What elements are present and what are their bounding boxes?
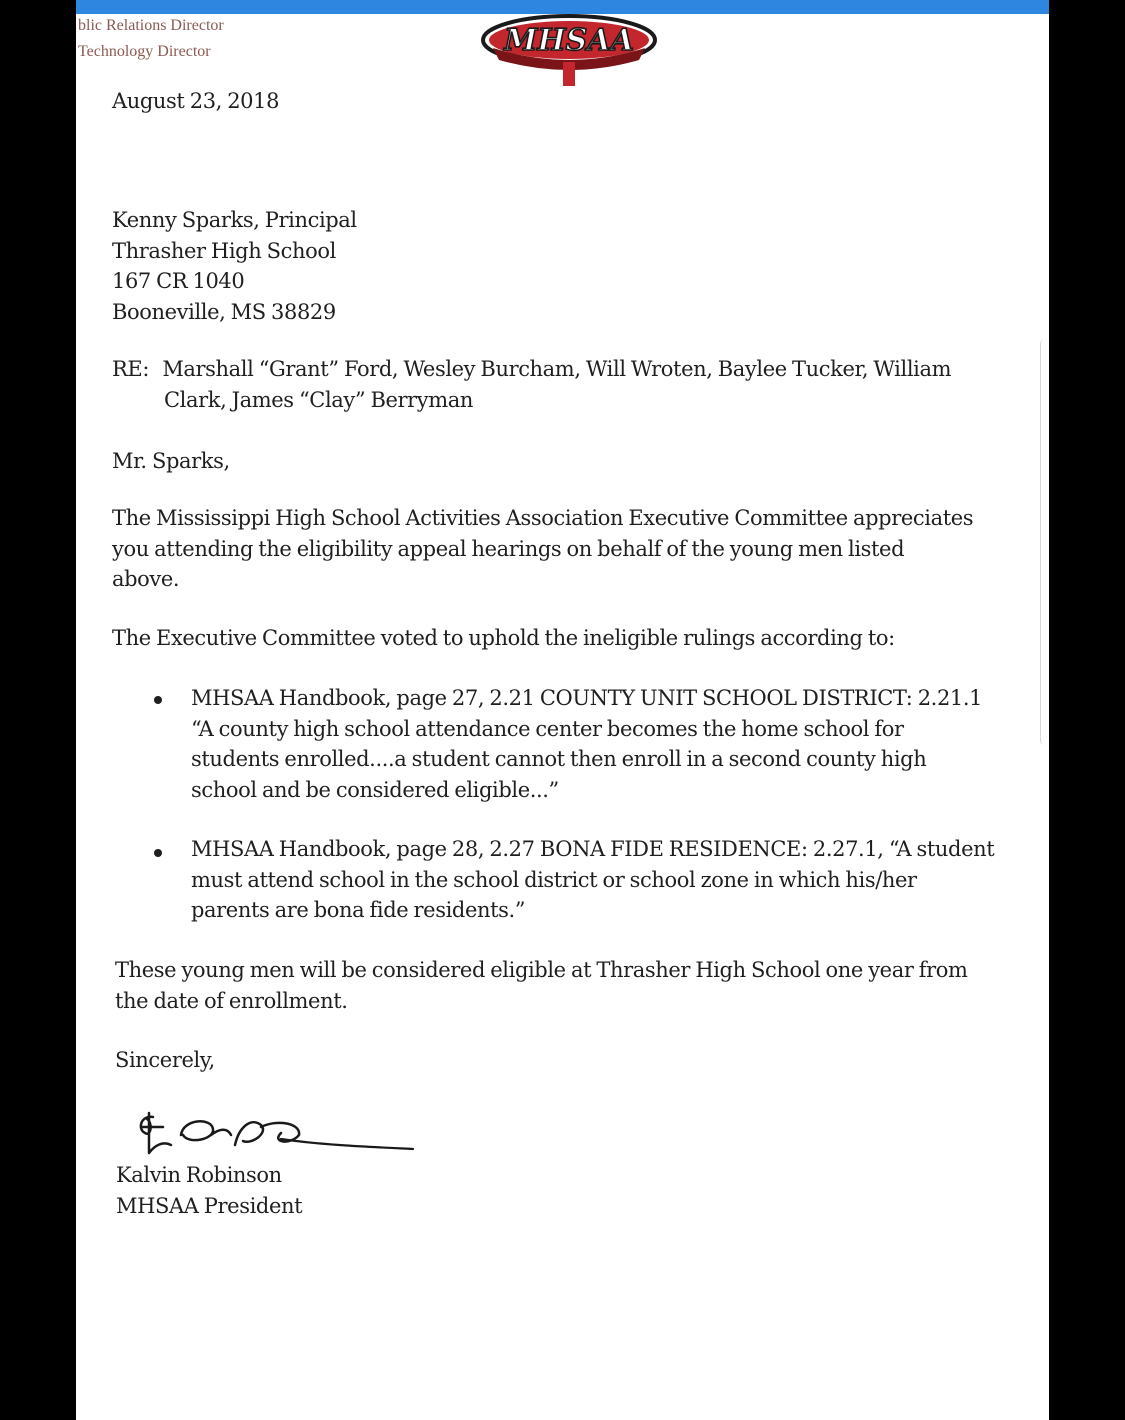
salutation: Mr. Sparks, <box>112 449 230 473</box>
paragraph-3-line: the date of enrollment. <box>115 988 348 1013</box>
paragraph-1-line: above. <box>112 567 180 591</box>
bullet-2-line: must attend school in the school district or school zone in which his/her <box>191 867 917 892</box>
recipient-address <box>112 205 357 327</box>
paragraph-2: The Executive Committee voted to uphold the ineligible rulings according to: <box>112 626 895 650</box>
bullet-2-line: MHSAA Handbook, page 28, 2.27 BONA FIDE RESIDENCE: 2.27.1, “A student <box>191 837 995 861</box>
scroll-edge-indicator[interactable] <box>1040 340 1049 745</box>
recipient-city: Booneville, MS 38829 <box>112 299 336 324</box>
recipient-street: 167 CR 1040 <box>112 269 245 293</box>
bullet-dot <box>154 696 162 704</box>
paragraph-3 <box>115 955 968 1016</box>
bullet-1-line: MHSAA Handbook, page 27, 2.21 COUNTY UNIT SCHOOL DISTRICT: 2.21.1 <box>191 686 983 710</box>
signatory-name: Kalvin Robinson <box>116 1163 282 1187</box>
re-names-2: Clark, James “Clay” Berryman <box>164 388 474 412</box>
bullet-2 <box>191 834 994 926</box>
signatory-title: MHSAA President <box>116 1193 303 1218</box>
bullet-1-line: school and be considered eligible...” <box>191 777 559 802</box>
paragraph-3-line: These young men will be considered eligible at Thrasher High School one year from <box>115 958 968 982</box>
re-names-1: Marshall “Grant” Ford, Wesley Burcham, Will Wroten, Baylee Tucker, William <box>162 357 952 381</box>
recipient-name: Kenny Sparks, Principal <box>112 208 357 232</box>
staff-line-pr: blic Relations Director <box>78 17 224 34</box>
letter-page <box>76 0 1049 1420</box>
handwritten-signature <box>131 1105 421 1165</box>
bullet-1 <box>191 683 982 805</box>
re-label: RE: <box>112 357 150 381</box>
bullet-dot <box>154 849 162 857</box>
bullet-1-line: students enrolled....a student cannot then enroll in a second county high <box>191 747 927 771</box>
paragraph-1-line: The Mississippi High School Activities Association Executive Committee appreciates <box>112 506 974 530</box>
bullet-2-line: parents are bona fide residents.” <box>191 898 526 922</box>
bullet-1-line: “A county high school attendance center becomes the home school for <box>191 716 904 741</box>
letterhead-staff-list <box>78 13 224 65</box>
paragraph-1-line: you attending the eligibility appeal hearings on behalf of the young men listed <box>112 536 905 561</box>
closing: Sincerely, <box>115 1048 215 1072</box>
mhsaa-logo <box>479 10 659 94</box>
svg-text:MHSAA: MHSAA <box>504 23 634 58</box>
letter-date: August 23, 2018 <box>112 89 280 113</box>
recipient-school: Thrasher High School <box>112 238 336 263</box>
re-line <box>112 354 951 385</box>
staff-line-tech: Technology Director <box>78 43 211 60</box>
paragraph-1 <box>112 503 973 595</box>
signatory-block <box>116 1160 302 1221</box>
